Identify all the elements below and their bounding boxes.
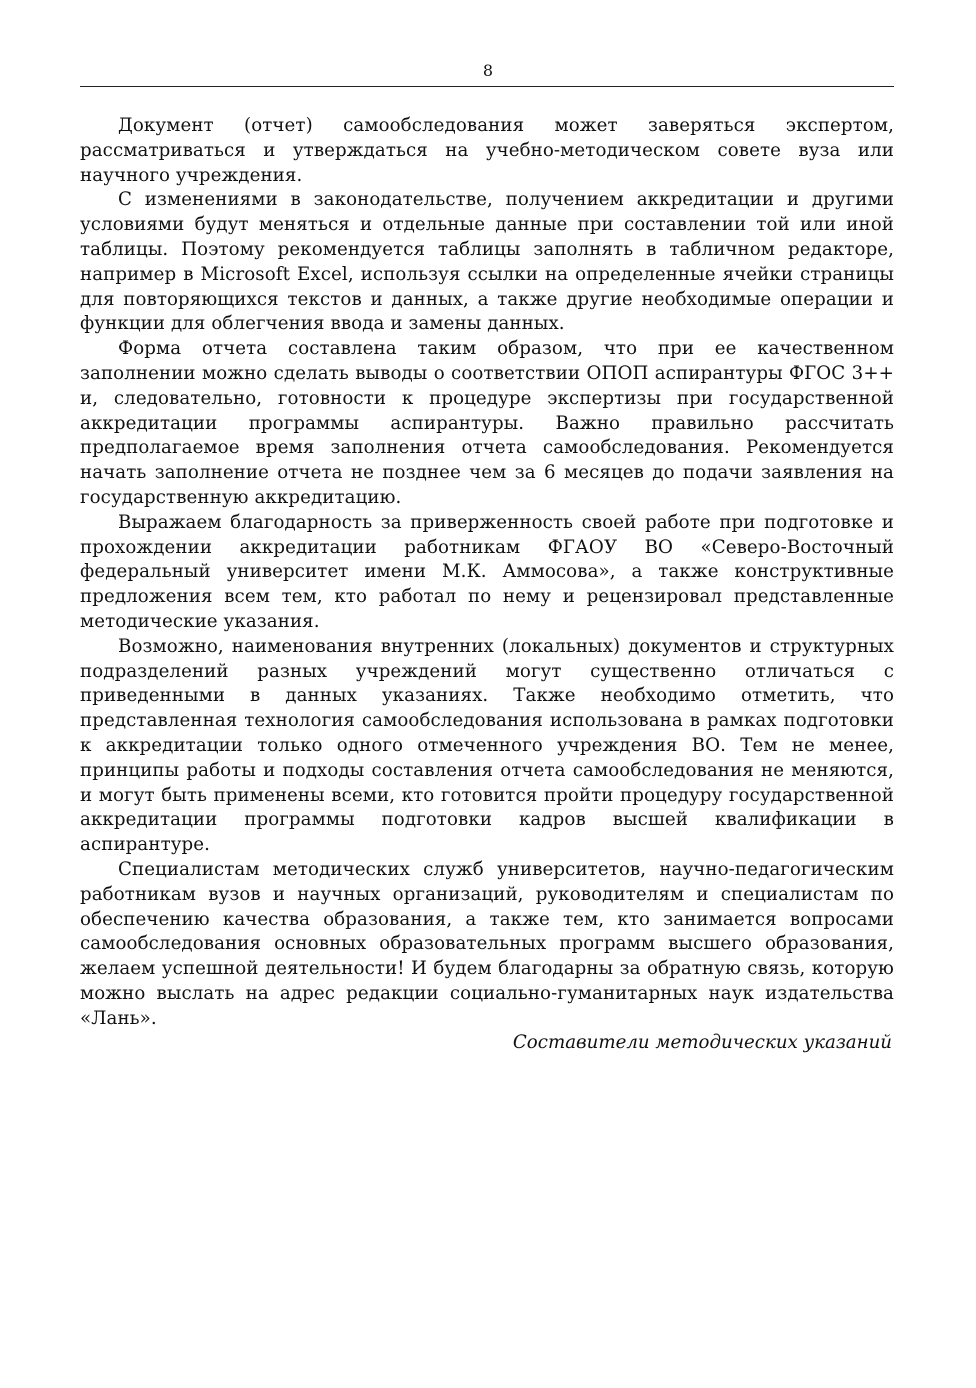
text-body — [80, 114, 894, 1056]
header-rule — [80, 86, 894, 87]
page-number: 8 — [482, 61, 494, 80]
paragraph: Форма отчета составлена таким образом, что при ее качественном заполнении можно сделать выводы о соответствии ОПОП аспирантуры ФГОС 3++ и, следовательно, готовности к процедуре экспертизы при государственной аккредитации программы аспирантуры. Важно правильно рассчитать предполагаемое время заполнения отчета самообследования. Рекомендуется начать заполнение отчета не позднее чем за 6 месяцев до подачи заявления на государственную аккредитацию. — [80, 338, 894, 508]
paragraph: С изменениями в законодательстве, получением аккредитации и другими условиями будут меняться и отдельные данные при составлении той или иной таблицы. Поэтому рекомендуется таблицы заполнять в табличном редакторе, например в Microsoft Excel, используя ссылки на определенные ячейки страницы для повторяющихся текстов и данных, а также другие необходимые операции и функции для облегчения ввода и замены данных. — [80, 189, 894, 335]
paragraph: Возможно, наименования внутренних (локальных) документов и структурных подразделений разных учреждений могут существенно отличаться с приведенными в данных указаниях. Также необходимо отметить, что представленная технология самообследования использована в рамках подготовки к аккредитации только одного отмеченного учреждения ВО. Тем не менее, принципы работы и подходы составления отчета самообследования не меняются, и могут быть применены всеми, кто готовится пройти процедуру государственной аккредитации программы подготовки кадров высшей квалификации в аспирантуре. — [80, 635, 894, 856]
paragraph: Специалистам методических служб университетов, научно-педагогическим работникам вузов и научных организаций, руководителям и специалистам по обеспечению качества образования, а также тем, кто занимается вопросами самообследования основных образовательных программ высшего образования, желаем успешной деятельности! И будем благодарны за обратную связь, которую можно выслать на адрес редакции социально-гуманитарных наук издательства «Лань». — [80, 858, 894, 1029]
paragraph: Выражаем благодарность за приверженность своей работе при подготовке и прохождении аккредитации работникам ФГАОУ ВО «Северо-Восточный федеральный университет имени М.К. Аммосова», а также конструктивные предложения всем тем, кто работал по нему и рецензировал представленные методические указания. — [80, 511, 894, 632]
paragraph: Документ (отчет) самообследования может заверяться экспертом, рассматриваться и утверждаться на учебно-методическом совете вуза или научного учреждения. — [80, 115, 894, 186]
signature: Составители методических указаний — [512, 1032, 892, 1054]
